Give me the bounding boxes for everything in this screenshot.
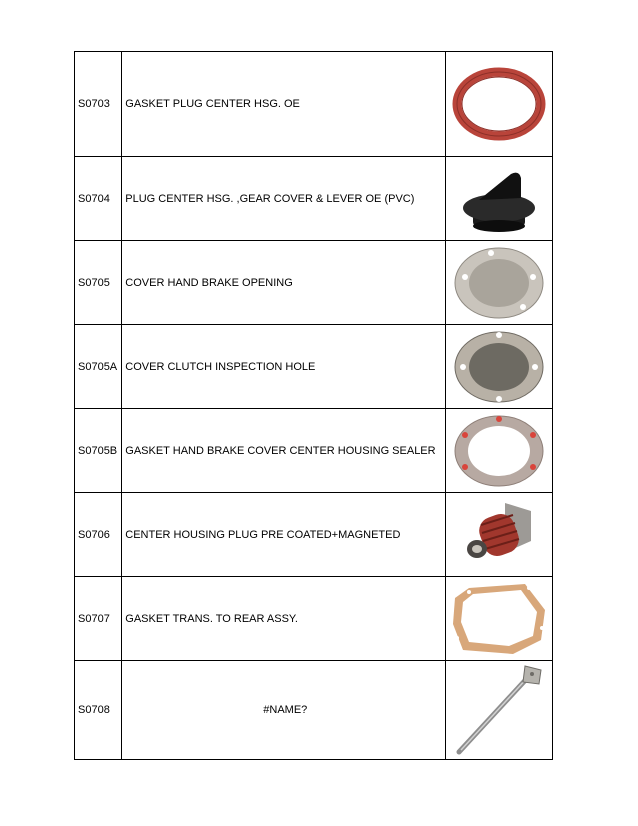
part-code: S0705: [75, 241, 122, 325]
part-code: S0708: [75, 661, 122, 760]
part-image: [446, 409, 553, 493]
red-gasket-ring-image: [451, 64, 547, 144]
table-row: [75, 325, 553, 409]
part-code: S0706: [75, 493, 122, 577]
table-row: [75, 661, 553, 760]
black-plug-cap-image: [451, 162, 547, 236]
table-row: [75, 241, 553, 325]
part-image: [446, 325, 553, 409]
table-row: [75, 493, 553, 577]
parts-table: [74, 51, 553, 760]
dark-cover-plate-image: [451, 329, 547, 405]
part-image: [446, 577, 553, 661]
part-code: S0703: [75, 52, 122, 157]
part-description: #NAME?: [122, 661, 446, 760]
part-description: GASKET PLUG CENTER HSG. OE: [122, 52, 446, 157]
part-description: PLUG CENTER HSG. ,GEAR COVER & LEVER OE (PVC): [122, 157, 446, 241]
part-image: [446, 241, 553, 325]
part-image: [446, 661, 553, 760]
table-row: [75, 577, 553, 661]
part-image: [446, 52, 553, 157]
gray-gasket-image: [451, 413, 547, 489]
long-bolt-image: [449, 662, 549, 758]
paper-gasket-image: [449, 580, 549, 658]
part-description: GASKET HAND BRAKE COVER CENTER HOUSING SEALER: [122, 409, 446, 493]
part-description: COVER CLUTCH INSPECTION HOLE: [122, 325, 446, 409]
part-description: COVER HAND BRAKE OPENING: [122, 241, 446, 325]
part-code: S0705A: [75, 325, 122, 409]
table-row: [75, 157, 553, 241]
table-row: [75, 52, 553, 157]
part-image: [446, 493, 553, 577]
part-code: S0705B: [75, 409, 122, 493]
part-image: [446, 157, 553, 241]
part-code: S0704: [75, 157, 122, 241]
part-description: CENTER HOUSING PLUG PRE COATED+MAGNETED: [122, 493, 446, 577]
metal-cover-plate-image: [451, 245, 547, 321]
part-description: GASKET TRANS. TO REAR ASSY.: [122, 577, 446, 661]
table-row: [75, 409, 553, 493]
part-code: S0707: [75, 577, 122, 661]
threaded-plug-image: [451, 497, 547, 573]
